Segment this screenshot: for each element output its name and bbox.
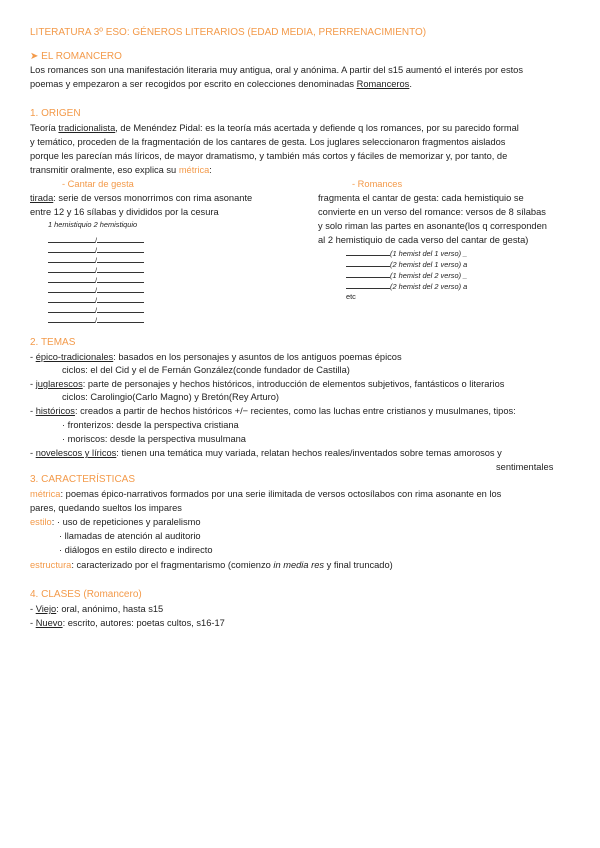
romance-verse-label: (1 hemist del 2 verso) _ [390, 271, 468, 280]
nuevo-text: : escrito, autores: poetas cultos, s16-17 [62, 618, 225, 628]
romancero-heading: ➤ EL ROMANCERO [30, 51, 122, 62]
estructura-label: estructura [30, 560, 72, 570]
verse-line: / [48, 300, 144, 310]
tema-novelescos-end: sentimentales [496, 462, 554, 472]
origen-text: transmitir oralmente, eso explica su [30, 165, 179, 175]
novelescos-term: novelescos y líricos [35, 448, 117, 458]
estructura-text: : caracterizado por el fragmentarismo (comienzo [71, 560, 274, 570]
origen-line-3: porque les parecían más líricos, de mayor dramatismo, y también más cortos y fáciles de memorizar y, por tanto, de [30, 151, 508, 161]
origen-line-1 [30, 122, 519, 134]
verse-line: / [48, 240, 144, 250]
bullet: - [30, 406, 36, 416]
cantar-text: : serie de versos monorrimos con rima asonante [53, 193, 253, 203]
romances-line-4: al 2 hemistiquio de cada verso del cantar de gesta) [318, 235, 529, 245]
tema-text: : basados en los personajes y asuntos de los antiguos poemas épicos [113, 352, 402, 362]
estilo-label: estilo [30, 517, 52, 527]
document-header [30, 27, 426, 38]
tema-text: : parte de personajes y hechos históricos, introducción de elementos subjetivos, fantásticos o literarios [82, 379, 505, 389]
metrica-label: métrica [30, 489, 61, 499]
origen-text: : [209, 165, 212, 175]
estilo-line-3: · diálogos en estilo directo e indirecto [59, 545, 213, 555]
tema-juglarescos-ciclos: ciclos: Carolingio(Carlo Magno) y Bretón(Rey Arturo) [62, 392, 280, 402]
romance-verse-label: (2 hemist del 2 verso) a [390, 282, 468, 291]
verse-line: / [48, 260, 144, 270]
bullet: - [30, 379, 36, 389]
metrica-line [30, 488, 501, 500]
romances-line-1: fragmenta el cantar de gesta: cada hemistiquio se [318, 193, 524, 203]
caracteristicas-heading: 3. CARACTERÍSTICAS [30, 474, 136, 485]
epico-term: épico-tradicionales [35, 352, 114, 362]
estructura-text: y final truncado) [324, 560, 393, 570]
temas-heading: 2. TEMAS [30, 337, 76, 348]
estructura-line [30, 559, 393, 571]
cantar-line-2: entre 12 y 16 sílabas y divididos por la cesura [30, 207, 219, 217]
tema-text: : creados a partir de hechos históricos +/− recientes, como las luchas entre cristianos y musulmanes, tipos: [74, 406, 516, 416]
origen-text: Teoría [30, 123, 59, 133]
clase-nuevo: - Nuevo: escrito, autores: poetas cultos, s16-17 [30, 618, 225, 628]
estilo-text: : · uso de repeticiones y paralelismo [51, 517, 201, 527]
juglarescos-term: juglarescos [35, 379, 83, 389]
verse-line: / [48, 290, 144, 300]
bullet: - [30, 448, 36, 458]
romance-verse [346, 259, 467, 270]
verse-line: / [48, 250, 144, 260]
origen-line-4 [30, 164, 212, 176]
header-title: GÉNEROS LITERARIOS (EDAD MEDIA, PRERRENACIMIENTO) [132, 27, 427, 38]
nuevo-term: Nuevo [35, 618, 63, 628]
tema-historicos [30, 405, 516, 417]
romances-title: - Romances [352, 179, 403, 189]
bullet: - [30, 352, 36, 362]
cantar-de-gesta-title: - Cantar de gesta [62, 179, 134, 189]
romancero-intro-line-2 [30, 78, 412, 90]
hemistiquio-label: 1 hemistiquio 2 hemistiquio [48, 220, 138, 229]
historicos-term: históricos [35, 406, 75, 416]
tirada-term: tirada [30, 193, 54, 203]
tema-text: : tienen una temática muy variada, relatan hechos reales/inventados sobre temas amorosos y [116, 448, 502, 458]
origen-text: , de Menéndez Pidal: es la teoría más acertada y defiende q los romances, por su parecido formal [115, 123, 519, 133]
romance-verse-label: (2 hemist del 1 verso) a [390, 260, 468, 269]
metrica-term: métrica [178, 165, 210, 175]
origen-line-2: y temático, proceden de la fragmentación de los cantares de gesta. Los juglares seleccionaron fragmentos aislados [30, 137, 506, 147]
romance-verse [346, 248, 467, 259]
clases-heading: 4. CLASES (Romancero) [30, 589, 142, 600]
viejo-text: : oral, anónimo, hasta s15 [56, 604, 164, 614]
estilo-line [30, 516, 201, 528]
tema-fronterizos: · fronterizos: desde la perspectiva cristiana [62, 420, 239, 430]
verse-line: / [48, 280, 144, 290]
intro-text: poemas y empezaron a ser recogidos por escrito en colecciones denominadas [30, 79, 357, 89]
tema-moriscos: · moriscos: desde la perspectiva musulmana [62, 434, 246, 444]
intro-end: . [409, 79, 412, 89]
romances-line-2: convierte en un verso del romance: versos de 8 sílabas [318, 207, 546, 217]
verse-line: / [48, 310, 144, 320]
cantar-line-1 [30, 192, 252, 204]
clase-viejo: - Viejo: oral, anónimo, hasta s15 [30, 604, 164, 614]
metrica-line-2: pares, quedando sueltos los impares [30, 503, 182, 513]
verse-line: / [48, 230, 144, 240]
romances-line-3: y solo riman las partes en asonante(los q corresponden [318, 221, 547, 231]
verse-line: / [48, 270, 144, 280]
romance-verse [346, 281, 467, 292]
romance-etc: etc [346, 292, 356, 301]
romance-diagram [346, 248, 467, 292]
header-prefix: LITERATURA 3º ESO: [30, 27, 133, 38]
origen-heading: 1. ORIGEN [30, 108, 81, 119]
romance-verse [346, 270, 467, 281]
estilo-line-2: · llamadas de atención al auditorio [59, 531, 201, 541]
romance-verse-label: (1 hemist del 1 verso) _ [390, 249, 468, 258]
tema-novelescos [30, 447, 502, 459]
viejo-term: Viejo [35, 604, 57, 614]
verse-diagram [48, 230, 144, 325]
tema-epico [30, 351, 402, 363]
tema-juglarescos [30, 378, 504, 390]
tradicionalista-term: tradicionalista [58, 123, 116, 133]
in-media-res: in media res [273, 560, 325, 570]
tema-epico-ciclos: ciclos: el del Cid y el de Fernán González(conde fundador de Castilla) [62, 365, 350, 375]
metrica-text: : poemas épico-narrativos formados por una serie ilimitada de versos octosílabos con rima asonante en los [60, 489, 502, 499]
romanceros-term: Romanceros [356, 79, 410, 89]
romancero-intro-line-1: Los romances son una manifestación literaria muy antigua, oral y anónima. A partir del s15 aumentó el interés por estos [30, 65, 524, 75]
